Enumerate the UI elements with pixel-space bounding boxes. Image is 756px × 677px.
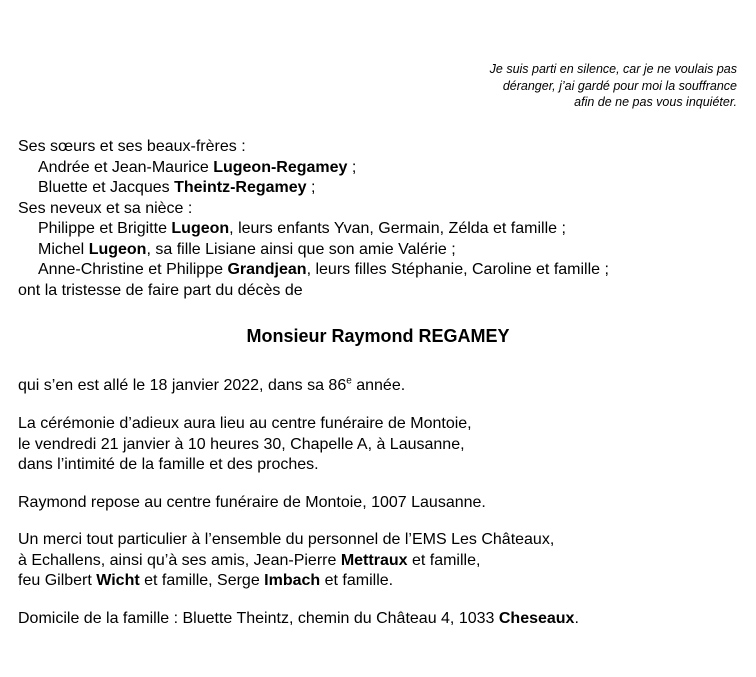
quote-line: afin de ne pas vous inquiéter. xyxy=(574,95,737,109)
family-list xyxy=(18,137,609,301)
ordinal-suffix: e xyxy=(346,375,352,387)
surname: Lugeon xyxy=(88,240,147,258)
death-date: qui s’en est allé le 18 janvier 2022, dans sa 86e année. xyxy=(18,375,406,394)
quote-line: déranger, j’ai gardé pour moi la souffrance xyxy=(502,78,737,93)
surname: Mettraux xyxy=(340,551,408,569)
family-entry: Anne-Christine et Philippe Grandjean, leurs filles Stéphanie, Caroline et famille ; xyxy=(38,261,609,278)
rest-info: Raymond repose au centre funéraire de Montoie, 1007 Lausanne. xyxy=(18,494,486,511)
announcement-line: ont la tristesse de faire part du décès de xyxy=(18,281,303,299)
nephews-intro: Ses neveux et sa nièce : xyxy=(18,199,193,217)
thanks-paragraph: Un merci tout particulier à l’ensemble du personnel de l’EMS Les Châteaux, à Echallens, ainsi qu’à ses amis, Jean-Pierre Mettraux et famille, feu Gilbert Wicht et famille, Serge Imbach et famille. xyxy=(18,531,555,589)
surname: Lugeon-Regamey xyxy=(213,158,348,176)
quote-line: Je suis parti en silence, car je ne voulais pas xyxy=(489,62,737,76)
epitaph-quote xyxy=(490,61,737,111)
family-entry: Michel Lugeon, sa fille Lisiane ainsi que son amie Valérie ; xyxy=(38,240,456,258)
family-entry: Philippe et Brigitte Lugeon, leurs enfants Yvan, Germain, Zélda et famille ; xyxy=(38,220,566,237)
surname: Grandjean xyxy=(227,261,307,278)
ceremony-info: La cérémonie d’adieux aura lieu au centre funéraire de Montoie, le vendredi 21 janvier à 10 heures 30, Chapelle A, à Lausanne, dans l’intimité de la famille et des proches. xyxy=(18,415,472,473)
surname: Imbach xyxy=(264,572,321,589)
family-domicile: Domicile de la famille : Bluette Theintz, chemin du Château 4, 1033 Cheseaux. xyxy=(18,610,579,627)
deceased-name: Monsieur Raymond REGAMEY xyxy=(246,326,510,346)
family-entry: Andrée et Jean-Maurice Lugeon-Regamey ; xyxy=(38,158,357,176)
surname: Theintz-Regamey xyxy=(174,179,307,196)
family-entry: Bluette et Jacques Theintz-Regamey ; xyxy=(38,179,316,196)
sisters-intro: Ses sœurs et ses beaux-frères : xyxy=(18,138,246,155)
surname: Lugeon xyxy=(171,220,230,237)
surname: Wicht xyxy=(96,572,140,589)
town: Cheseaux xyxy=(498,610,575,627)
